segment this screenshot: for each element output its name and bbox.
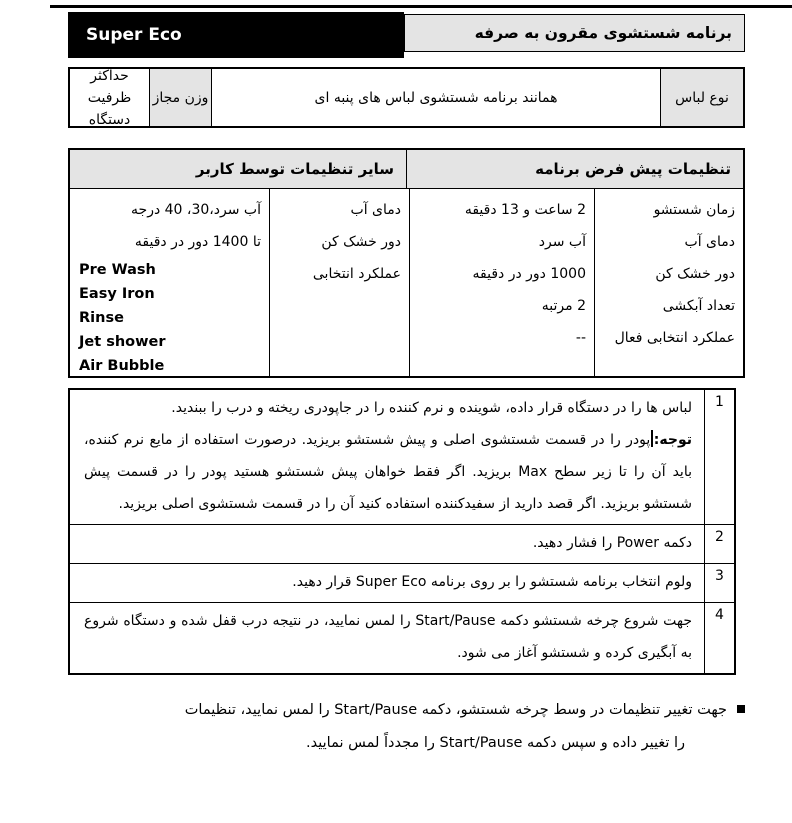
user-option-rinse: Rinse	[79, 310, 124, 326]
max-capacity-line2: ظرفیت دستگاه	[87, 89, 132, 128]
default-settings-header: تنظیمات پیش فرض برنامه	[406, 150, 743, 188]
settings-table-header	[70, 150, 743, 189]
instruction-row-4	[70, 602, 734, 673]
instructions-table	[68, 388, 736, 675]
max-capacity-line1: حداکثر	[90, 67, 129, 84]
default-wash-time-label: زمان شستشو	[653, 202, 735, 218]
default-water-temp-label: دمای آب	[684, 234, 735, 250]
user-option-air-bubble: Air Bubble	[79, 358, 165, 374]
step-text-3: ولوم انتخاب برنامه شستشو را بر روی برنامه Super Eco قرار دهید.	[292, 574, 692, 590]
step-number-3: 3	[704, 564, 734, 602]
max-capacity-value	[70, 69, 150, 126]
default-spin-value: 1000 دور در دقیقه	[472, 266, 586, 282]
user-water-temp-value: آب سرد،30، 40 درجه	[131, 202, 261, 218]
garment-type-value: همانند برنامه شستشوی لباس های پنبه ای	[212, 69, 661, 126]
allowed-weight-label: وزن مجاز	[150, 69, 212, 126]
default-spin-label: دور خشک کن	[655, 266, 735, 282]
default-settings-labels	[595, 189, 743, 376]
settings-table	[68, 148, 745, 378]
user-water-temp-label: دمای آب	[350, 202, 401, 218]
default-settings-values	[410, 189, 595, 376]
default-function-value: --	[575, 330, 586, 346]
default-rinse-count-value: 2 مرتبه	[541, 298, 586, 314]
program-name-english: Super Eco	[68, 12, 404, 58]
user-option-easy-iron: Easy Iron	[79, 286, 155, 302]
step-text-2: دکمه Power را فشار دهید.	[532, 535, 692, 551]
note-text: پودر را در قسمت شستشوی اصلی و پیش شستشو بریزید. درصورت استفاده از مایع نرم کننده، باید آن را تا زیر سطح Max بریزید. اگر فقط خواهان پیش شستشو هستید پودر را در قسمت پیش شستشو بریزید. اگر قصد دارید از سفیدکننده استفاده کنید آن را در قسمت شستشوی اصلی بریزید.	[84, 432, 692, 512]
step-number-2: 2	[704, 525, 734, 563]
step-1-note	[84, 424, 692, 520]
user-settings-header: سایر تنظیمات توسط کاربر	[70, 150, 406, 188]
footnote-line-1-text: جهت تغییر تنظیمات در وسط چرخه شستشو، دکمه Start/Pause را لمس نمایید، تنظیمات	[184, 702, 727, 718]
footnote-line-2: را تغییر داده و سپس دکمه Start/Pause را مجدداً لمس نمایید.	[306, 735, 685, 751]
user-option-pre-wash: Pre Wash	[79, 262, 156, 278]
user-function-label: عملکرد انتخابی	[312, 266, 401, 282]
step-text-4: جهت شروع چرخه شستشو دکمه Start/Pause را لمس نمایید، در نتیجه درب قفل شده و دستگاه شروع به آبگیری کرده و شستشو آغاز می شود.	[84, 613, 692, 661]
program-name-persian: برنامه شستشوی مقرون به صرفه	[404, 14, 745, 52]
garment-type-label: نوع لباس	[661, 69, 743, 126]
step-1-line-1: لباس ها را در دستگاه قرار داده، شوینده و نرم کننده را در جاپودری ریخته و درب را ببندید.	[171, 400, 692, 416]
user-spin-value: تا 1400 دور در دقیقه	[134, 234, 261, 250]
footnote-line-1	[95, 694, 745, 727]
user-settings-values	[70, 189, 270, 376]
footnote	[95, 694, 745, 760]
settings-table-body	[70, 189, 743, 376]
step-text-1	[70, 390, 704, 524]
default-rinse-count-label: تعداد آبکشی	[662, 298, 735, 314]
default-wash-time-value: 2 ساعت و 13 دقیقه	[464, 202, 586, 218]
instruction-row-2	[70, 524, 734, 563]
default-function-label: عملکرد انتخابی فعال	[614, 330, 735, 346]
step-number-1: 1	[704, 390, 734, 524]
user-option-jet-shower: Jet shower	[79, 334, 166, 350]
note-label: توجه:	[653, 432, 692, 448]
instruction-row-3	[70, 563, 734, 602]
instruction-row-1	[70, 390, 734, 524]
program-header	[68, 12, 745, 58]
user-spin-label: دور خشک کن	[321, 234, 401, 250]
step-number-4: 4	[704, 603, 734, 673]
default-water-temp-value: آب سرد	[538, 234, 586, 250]
text-cursor	[651, 430, 653, 447]
garment-type-table	[68, 67, 745, 128]
square-bullet-icon	[737, 705, 745, 713]
user-settings-labels	[270, 189, 410, 376]
top-rule	[50, 5, 792, 8]
